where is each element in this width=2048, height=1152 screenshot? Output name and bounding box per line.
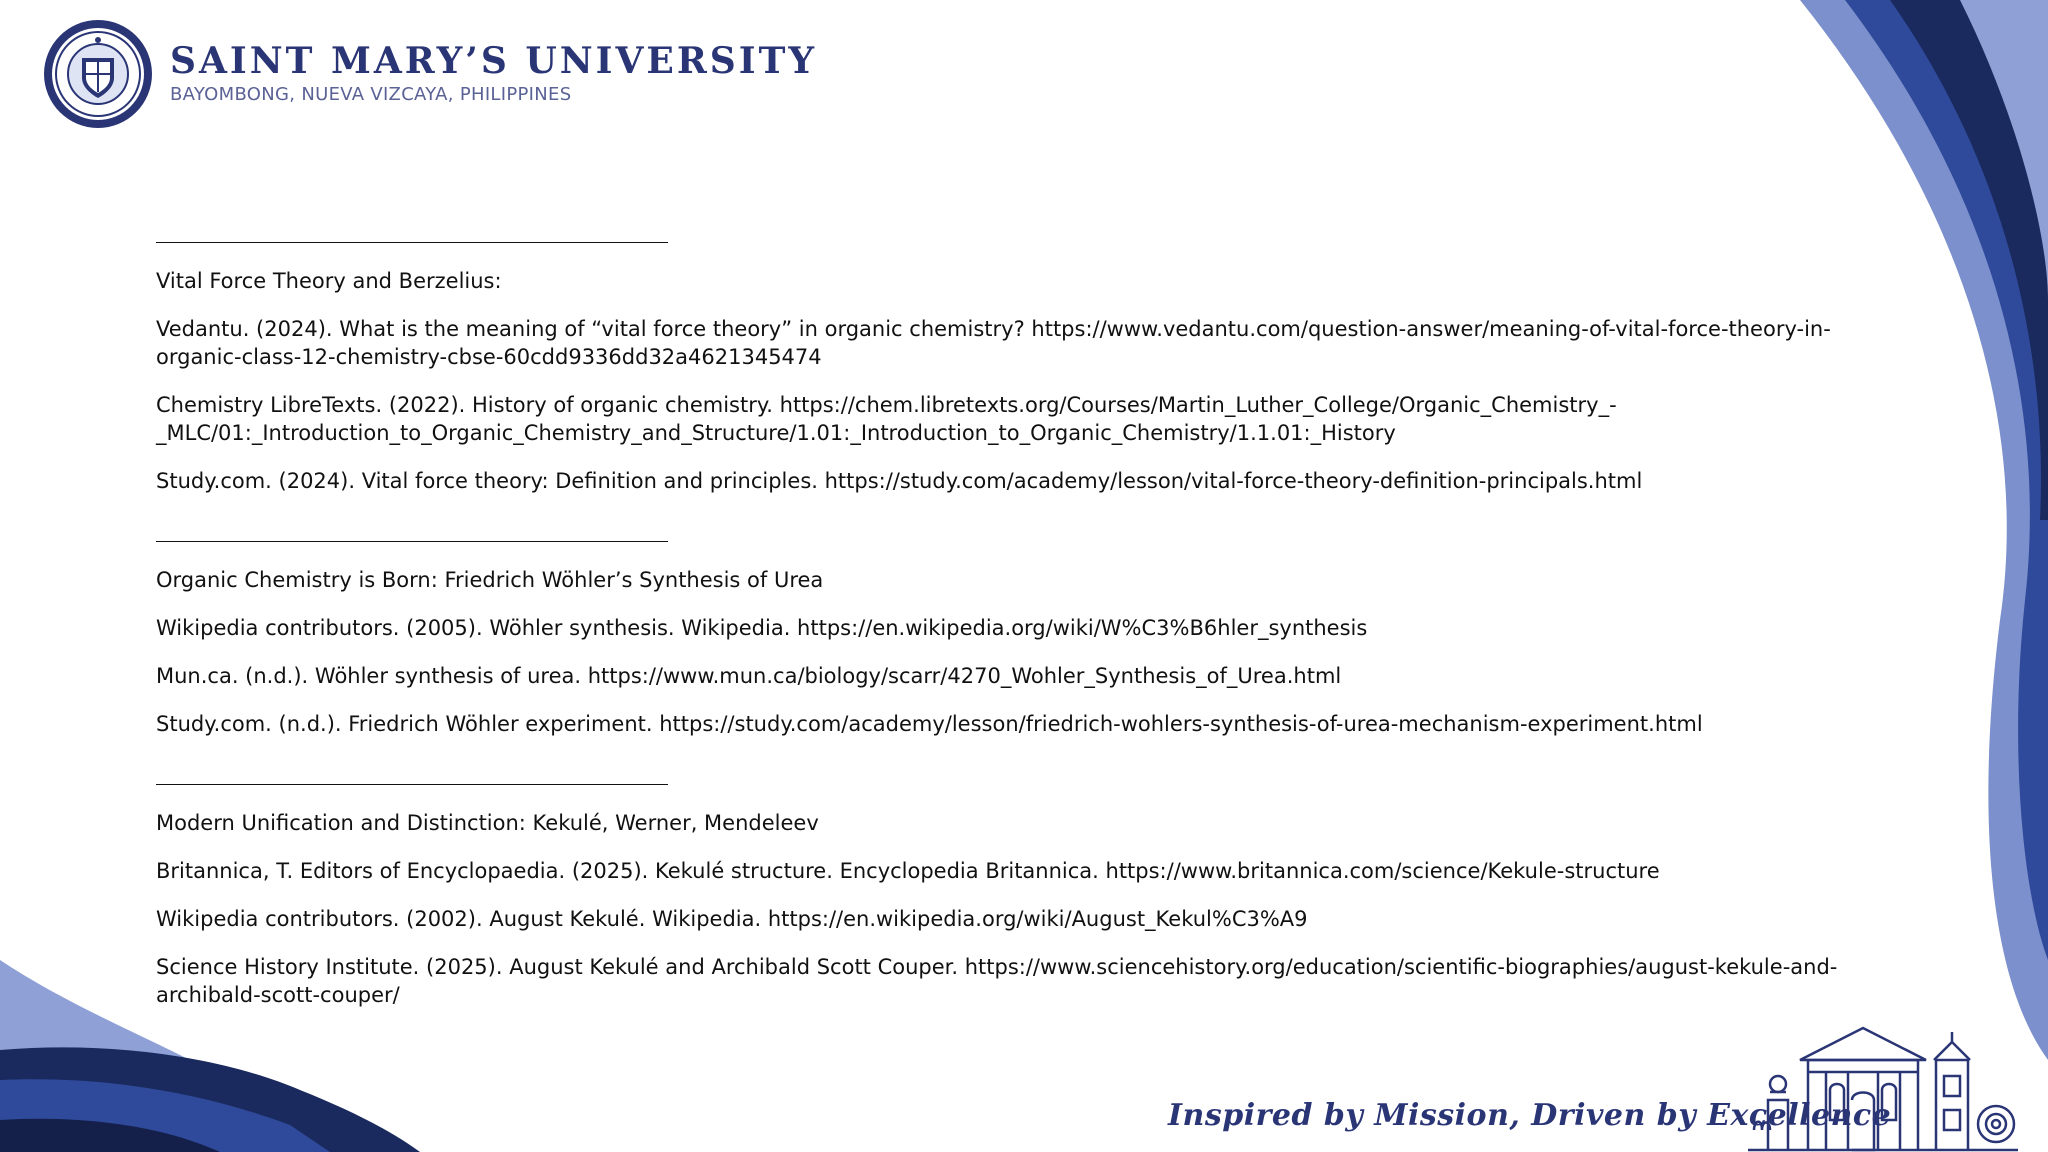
section-title: Modern Unification and Distinction: Kekulé, Werner, Mendeleev xyxy=(156,811,819,835)
reference-section-wohler xyxy=(156,515,1856,738)
reference-entry: Study.com. (n.d.). Friedrich Wöhler experiment. https://study.com/academy/lesson/friedrich-wohlers-synthesis-of-urea-mechanism-experiment.html xyxy=(156,712,1703,736)
reference-entry: Vedantu. (2024). What is the meaning of “vital force theory” in organic chemistry? https://www.vedantu.com/question-answer/meaning-of-vital-force-theory-in-organic-class-12-chemistry-cbse-60cdd9336dd32a4621345474 xyxy=(156,317,1831,369)
section-divider xyxy=(156,216,668,243)
reference-entry: Wikipedia contributors. (2002). August Kekulé. Wikipedia. https://en.wikipedia.org/wiki/August_Kekul%C3%A9 xyxy=(156,907,1308,931)
section-title: Organic Chemistry is Born: Friedrich Wöhler’s Synthesis of Urea xyxy=(156,568,824,592)
section-divider xyxy=(156,515,668,542)
reference-section-unification xyxy=(156,758,1856,1009)
brand-text xyxy=(170,39,818,106)
references-content xyxy=(156,216,1856,1029)
section-title: Vital Force Theory and Berzelius: xyxy=(156,269,502,293)
reference-section-vital-force xyxy=(156,216,1856,495)
section-divider xyxy=(156,758,668,785)
university-header xyxy=(42,18,817,130)
reference-entry: Science History Institute. (2025). August Kekulé and Archibald Scott Couper. https://www.sciencehistory.org/education/scientific-biographies/august-kekule-and-archibald-scott-couper/ xyxy=(156,955,1838,1007)
campus-buildings-icon xyxy=(1748,1020,2018,1152)
reference-entry: Chemistry LibreTexts. (2022). History of organic chemistry. https://chem.libretexts.org/Courses/Martin_Luther_College/Organic_Chemistry_-_MLC/01:_Introduction_to_Organic_Chemistry_and_Structure/1.01:_Introduction_to_Organic_Chemistry/1.1.01:_History xyxy=(156,393,1617,445)
university-name: SAINT MARY’S UNIVERSITY xyxy=(170,39,818,82)
footer-motto: Inspired by Mission, Driven by Excellence xyxy=(1168,1098,1892,1133)
reference-entry: Britannica, T. Editors of Encyclopaedia. (2025). Kekulé structure. Encyclopedia Britannica. https://www.britannica.com/science/Kekule-structure xyxy=(156,859,1660,883)
university-seal-icon xyxy=(42,18,154,130)
reference-entry: Mun.ca. (n.d.). Wöhler synthesis of urea. https://www.mun.ca/biology/scarr/4270_Wohler_Synthesis_of_Urea.html xyxy=(156,664,1342,688)
university-location: BAYOMBONG, NUEVA VIZCAYA, PHILIPPINES xyxy=(170,84,572,106)
reference-entry: Wikipedia contributors. (2005). Wöhler synthesis. Wikipedia. https://en.wikipedia.org/wiki/W%C3%B6hler_synthesis xyxy=(156,616,1368,640)
reference-entry: Study.com. (2024). Vital force theory: Definition and principles. https://study.com/academy/lesson/vital-force-theory-definition-principals.html xyxy=(156,469,1643,493)
